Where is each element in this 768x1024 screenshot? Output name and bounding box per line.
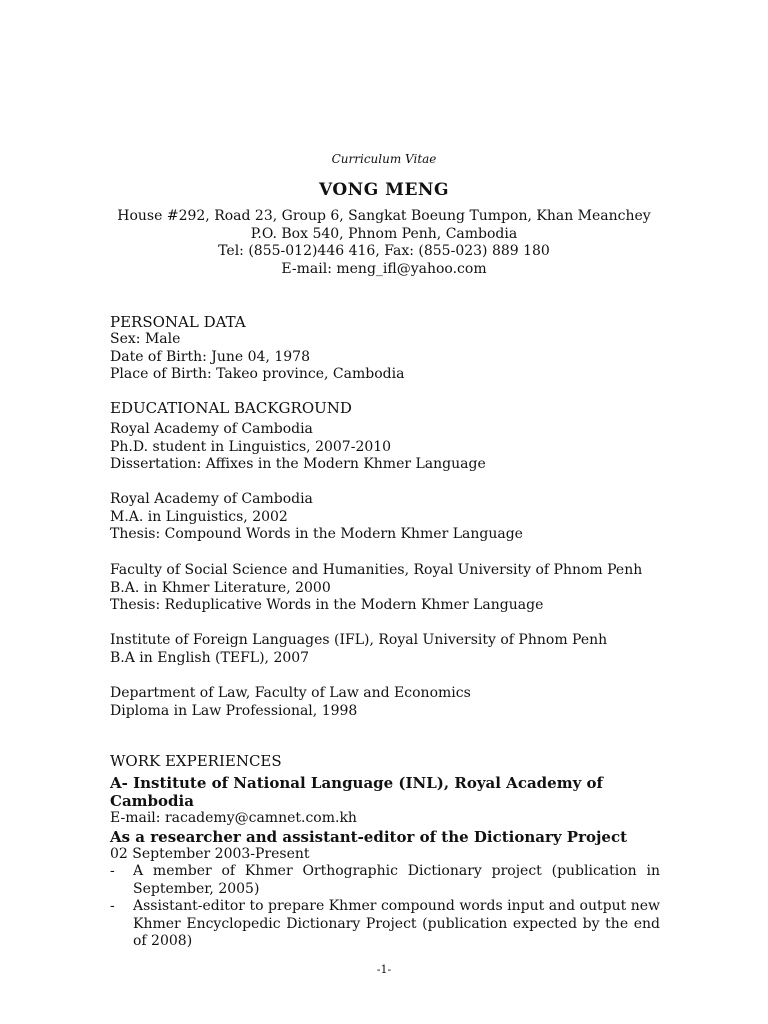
- list-item: - Assistant-editor to prepare Khmer compound words input and output new Khmer Encyclopedic Dictionary Project (publication expected by the end of 2008): [110, 898, 660, 951]
- degree-line: B.A. in Khmer Literature, 2000: [110, 579, 331, 596]
- work-section: [110, 752, 660, 951]
- sex-line: Sex: Male: [110, 331, 181, 347]
- thesis-line: Thesis: Compound Words in the Modern Khmer Language: [110, 526, 523, 542]
- organization-email-line: E-mail: racademy@camnet.com.kh: [110, 810, 357, 826]
- institution-line: Institute of Foreign Languages (IFL), Royal University of Phnom Penh: [110, 632, 608, 648]
- education-entry: [110, 421, 660, 474]
- education-section: [110, 399, 660, 417]
- email-line: E-mail: meng_ifl@yahoo.com: [281, 260, 487, 277]
- institution-line: Faculty of Social Science and Humanities, Royal University of Phnom Penh: [110, 562, 643, 578]
- institution-line: Department of Law, Faculty of Law and Economics: [110, 685, 471, 701]
- contact-address-block: [0, 208, 768, 278]
- cv-label: Curriculum Vitae: [331, 152, 437, 166]
- section-heading: PERSONAL DATA: [110, 313, 246, 331]
- period-line: 02 September 2003-Present: [110, 845, 310, 862]
- birth-date-line: Date of Birth: June 04, 1978: [110, 348, 310, 365]
- phone-fax-line: Tel: (855-012)446 416, Fax: (855-023) 889 180: [218, 243, 550, 259]
- institution-line: Royal Academy of Cambodia: [110, 491, 313, 507]
- thesis-line: Thesis: Reduplicative Words in the Modern Khmer Language: [110, 597, 544, 613]
- education-entry: [110, 491, 660, 544]
- page-number: -1-: [376, 963, 392, 976]
- section-heading: WORK EXPERIENCES: [110, 752, 282, 770]
- work-item-list: [110, 863, 660, 951]
- organization-line: A- Institute of National Language (INL), Royal Academy of Cambodia: [110, 774, 603, 810]
- role-line: As a researcher and assistant-editor of the Dictionary Project: [110, 827, 628, 846]
- postal-line: P.O. Box 540, Phnom Penh, Cambodia: [250, 225, 518, 242]
- person-name: VONG MENG: [318, 180, 449, 200]
- section-heading: EDUCATIONAL BACKGROUND: [110, 399, 352, 417]
- degree-line: M.A. in Linguistics, 2002: [110, 508, 288, 525]
- education-entry: [110, 685, 660, 720]
- birth-place-line: Place of Birth: Takeo province, Cambodia: [110, 366, 405, 382]
- institution-line: Royal Academy of Cambodia: [110, 421, 313, 437]
- degree-line: B.A in English (TEFL), 2007: [110, 649, 310, 666]
- personal-data-section: [110, 313, 660, 384]
- list-item: - A member of Khmer Orthographic Dictionary project (publication in September, 2005): [110, 863, 660, 898]
- thesis-line: Dissertation: Affixes in the Modern Khmer Language: [110, 456, 486, 472]
- address-line: House #292, Road 23, Group 6, Sangkat Boeung Tumpon, Khan Meanchey: [117, 208, 651, 224]
- degree-line: Diploma in Law Professional, 1998: [110, 702, 358, 719]
- degree-line: Ph.D. student in Linguistics, 2007-2010: [110, 438, 392, 455]
- education-entry: [110, 632, 660, 667]
- education-entry: [110, 562, 660, 615]
